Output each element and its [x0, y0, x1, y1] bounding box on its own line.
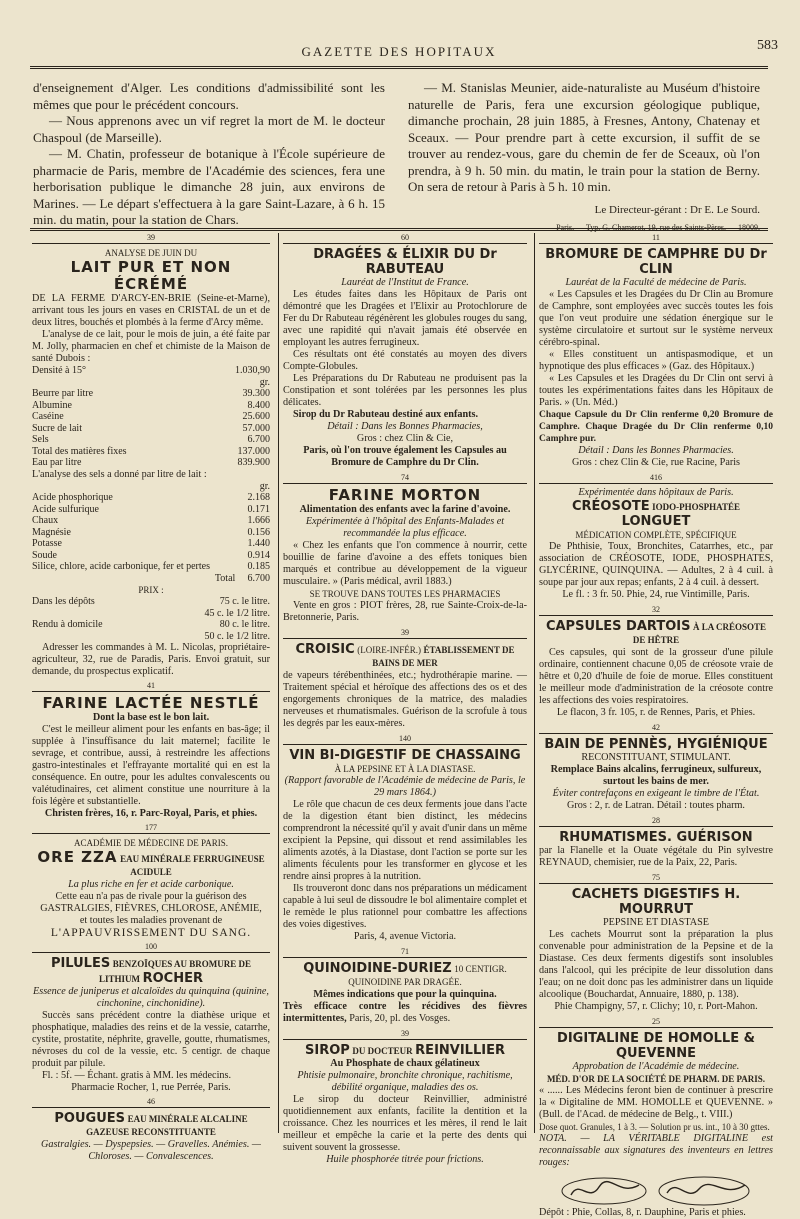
ad-last: Paris, où l'on trouve également les Capsules au Bromure de Camphre du Dr Clin. [303, 445, 507, 468]
table-row [32, 561, 270, 573]
ad-body: De Phthisie, Toux, Bronchites, Catarrhes, etc., par association de CRÉOSOTE, IODE, PHOSPHATES, GLYCÉRINE, QUINQUINA. — Adultes, 2 à 4 cuil. à soupe par jour aux repas; enfants, 2 à 4 cuil. à dessert. [539, 541, 773, 588]
ad-lait [32, 233, 270, 678]
density-value: 1.030,90 [235, 365, 270, 376]
table-row [32, 527, 270, 539]
ad-title-row [32, 956, 270, 986]
ad-kicker: ACADÉMIE DE MÉDECINE DE PARIS. [74, 838, 228, 848]
ad-detail: Détail : Dans les Bonnes Pharmacies, [327, 421, 483, 432]
ad-subtitle: Lauréat de la Faculté de médecine de Paris. [565, 277, 747, 288]
row-label: Rendu à domicile [32, 619, 103, 630]
news-paragraph: — Nous apprenons avec un vif regret la mort de M. le docteur Chaspoul (de Marseille). [33, 113, 385, 145]
salts-intro: L'analyse des sels a donné par litre de lait : [32, 468, 207, 480]
row-label: Caséine [32, 411, 64, 422]
table-row [32, 492, 270, 504]
row-label: Beurre par litre [32, 388, 94, 399]
row-value: 0.171 [247, 503, 270, 515]
ads-column-1 [32, 233, 270, 1162]
table-row [32, 596, 270, 608]
ad-body: de vapeurs térébenthinées, etc.; hydrothérapie marine. — Traitement spécial et héroïque des affections des os et des engorgements chroniques de la matrice, des maladies nerveuses et rhumatismales. Guérison de la scrofule à tous les degrés par les eaux-mères. [283, 670, 527, 729]
ad-rabuteau [283, 233, 527, 469]
row-label: Dans les dépôts [32, 596, 95, 607]
ad-sub-italic: (Rapport favorable de l'Académie de médecine de Paris, le 29 mars 1864.) [284, 775, 526, 798]
news-paragraph: — M. Stanislas Meunier, aide-naturaliste au Muséum d'histoire naturelle de Paris, fera une excursion géologique publique, dimanche prochain, 28 juin 1885, à Fresnes, Antony, Chatenay et Sceaux. — Pour prendre part à cette excursion, il suffit de se trouver au rendez-vous, gare du chemin de fer de Sceaux, où l'on prendra, à 9 h. 50 min. du matin, le train pour la station de Berny. On sera de retour à Paris à 5 h. 10 min. [408, 80, 760, 194]
row-label: Chaux [32, 515, 59, 526]
ads-column-3 [534, 233, 773, 1218]
ad-bain-pennes [539, 723, 773, 812]
ad-title: POUGUES [54, 1111, 126, 1126]
ad-number: 60 [283, 233, 527, 244]
ad-title-row [283, 1043, 527, 1058]
ad-title: BROMURE DE CAMPHRE DU Dr CLIN [545, 247, 767, 277]
ad-number: 39 [283, 1029, 527, 1040]
ad-number: 416 [539, 473, 773, 484]
ads-divider [30, 228, 768, 231]
ad-number: 74 [283, 473, 527, 484]
ad-paragraph: Les Préparations du Dr Rabuteau ne produisent pas la Constipation et sont tolérées par les personnes les plus délicates. [283, 373, 527, 408]
ad-number: 140 [283, 734, 527, 745]
ad-dose: Dose quot. Granules, 1 à 3. — Solution pr us. int., 10 à 30 gttes. [539, 1122, 770, 1132]
ad-title-aside: À LA CRÉOSOTE DE HÊTRE [632, 622, 767, 645]
ad-nota: NOTA. — LA VÉRITABLE DIGITALINE est reconnaissable aux signatures des inventeurs en lettres rouges: [539, 1133, 773, 1168]
ad-nestle [32, 681, 270, 820]
row-label: Acide sulfurique [32, 503, 99, 515]
ad-tagline: Phtisie pulmonaire, bronchite chronique, rachitisme, débilité organique, maladies des os. [297, 1070, 513, 1093]
ad-body: Les cachets Mourrut sont la préparation la plus convenable pour administration de la Pepsine et de la Diastase. Ces deux ferments digestifs sont insolubles dans l'alcool, qui les précipite de leur dissolution dans l'eau; on ne doit donc pas les administrer dans un liquide alcoolique (Bouchardat, Annuaire, 1880, p. 138). [539, 929, 773, 1000]
ad-tail: et toutes les maladies provenant de [79, 915, 223, 926]
ad-title: FARINE LACTÉE NESTLÉ [42, 694, 260, 712]
ad-body: Remplace Bains alcalins, ferrugineux, sulfureux, surtout les bains de mer. [550, 764, 762, 787]
ad-title: CROISIC [295, 642, 355, 657]
ad-subtitle: Approbation de l'Académie de médecine. [572, 1061, 740, 1072]
ad-tagline: Essence de juniperus et alcaloïdes du quinquina (quinine, cinchonine, cinchonidine). [33, 986, 269, 1009]
ad-analysis: L'analyse de ce lait, pour le mois de juin, a été faite par M. Jolly, pharmacien en chef et chimiste de la Maison de santé Dubois : [32, 329, 270, 364]
ad-tagline: La plus riche en fer et acide carbonique. [68, 879, 234, 890]
table-row [32, 573, 270, 585]
row-label: Sels [32, 434, 49, 445]
prices-table [32, 596, 270, 642]
table-row [32, 550, 270, 562]
ad-quinoidine [283, 947, 527, 1025]
news-paragraph: — M. Chatin, professeur de botanique à l'École supérieure de pharmacie de Paris, membre de l'Académie des sciences, fera une herborisation publique le dimanche 28 juin, aux environs de Marines. — Le départ s'effectuera à la gare Saint-Lazare, à 6 h. 15 min. du matin, pour la station de Chars. [33, 146, 385, 227]
row-value: 80 c. le litre. [219, 619, 270, 630]
ad-quote: « Les Capsules et les Dragées du Dr Clin ont servi à toutes les expérimentations faites dans les Hôpitaux de Paris. » (Un. Méd.) [539, 373, 773, 408]
ad-quote: Chaque Capsule du Dr Clin renferme 0,20 Bromure de Camphre. Chaque Dragée du Dr Clin renferme 0,10 Camphre pur. [539, 410, 773, 444]
news-left-column [33, 80, 385, 229]
table-row [32, 619, 270, 631]
table-row [32, 608, 270, 620]
row-value: 0.156 [247, 526, 270, 538]
ad-number: 39 [32, 233, 270, 244]
ad-footer: Gros : 2, r. de Latran. Détail : toutes pharm. [567, 800, 745, 811]
ad-title-aside: BENZOÏQUES AU BROMURE DE LITHIUM [99, 959, 252, 984]
ad-sub: RECONSTITUANT, STIMULANT. [581, 752, 731, 763]
director-signature: Le Directeur-gérant : Dr E. Le Sourd. [594, 203, 760, 216]
ad-number: 71 [283, 947, 527, 958]
ad-rhumatismes [539, 816, 773, 869]
ad-body: Mêmes indications que pour la quinquina. [313, 989, 497, 1000]
ad-bromure-clin [539, 233, 773, 469]
ad-title: PILULES [50, 956, 111, 971]
salts-table [32, 481, 270, 585]
ad-sub: MÉDICATION COMPLÈTE, SPÉCIFIQUE [575, 530, 737, 540]
ad-pilules-rocher [32, 942, 270, 1094]
table-row [32, 631, 270, 643]
ad-title-row [32, 849, 270, 879]
ad-title-aside: 10 CENTIGR. QUINOIDINE PAR DRAGÉE. [348, 964, 507, 987]
ad-title-row [539, 619, 773, 647]
ad-footer: Pharmacie Rocher, 1, rue Perrée, Paris. [71, 1082, 231, 1093]
ad-tagline: Gastralgies. — Dyspepsies. — Gravelles. Anémies. — Chloroses. — Convalescences. [41, 1139, 261, 1162]
ad-quote: « ...... Les Médecins feront bien de continuer à prescrire la « Digitaline de MM. HOMOLLE et QUEVENNE. » (Bull. de l'Acad. de médecine de Belg., t. VIII.) [539, 1085, 773, 1120]
total-value: 137.000 [237, 445, 270, 457]
ad-body: « Chez les enfants que l'on commence à nourrir, cette bouillie de farine d'avoine a des effets toniques bien marqués et contribue au développement de la vigueur musculaire. » (Paris médical, avril 1883.) [283, 540, 527, 587]
ad-gros: Gros : chez Clin & Cie, [356, 433, 454, 444]
ad-number: 39 [283, 628, 527, 639]
ad-title-aside: (LOIRE-INFÉR.) [357, 645, 421, 655]
ad-footer: Le fl. : 3 fr. 50. Phie, 24, rue Vintimille, Paris. [562, 589, 750, 600]
ad-title: FARINE MORTON [328, 486, 482, 504]
table-row [32, 423, 270, 435]
row-value: 0.914 [247, 549, 270, 561]
ad-capsules-dartois [539, 605, 773, 719]
ad-creosote-longuet [539, 473, 773, 601]
ad-title: CACHETS DIGESTIFS H. MOURRUT [571, 887, 741, 917]
publication-title: GAZETTE DES HOPITAUX [301, 44, 497, 59]
advertisements [30, 233, 773, 1218]
news-paragraph: d'enseignement d'Alger. Les conditions d'admissibilité sont les mêmes que pour le précédent concours. [33, 80, 385, 112]
ad-medal: MÉD. D'OR DE LA SOCIÉTÉ DE PHARM. DE PARIS. [546, 1074, 766, 1084]
ad-body: Cette eau n'a pas de rivale pour la guérison des [55, 891, 247, 902]
handwritten-signatures-icon [559, 1175, 759, 1207]
table-row [32, 504, 270, 516]
ad-paragraph: Les études faites dans les Hôpitaux de Paris ont démontré que les Dragées et l'Elixir au Protochlorure de Fer du Dr Rabuteau régénèrent les globules rouges du sang, avec une rapidité qui n'avait jamais été observée en employant les autres ferrugineux. [283, 289, 527, 348]
row-label: Magnésie [32, 526, 71, 538]
ad-title-aside: EAU MINÉRALE FERRUGINEUSE ACIDULE [120, 854, 265, 877]
row-label: Albumine [32, 399, 72, 411]
ad-footer: Le flacon, 3 fr. 105, r. de Rennes, Paris, et Phies. [556, 707, 756, 718]
ad-number: 28 [539, 816, 773, 827]
ad-cachets-mourrut [539, 873, 773, 1013]
unit-label: gr. [259, 376, 270, 388]
ad-subtitle: Alimentation des enfants avec la farine d'avoine. [299, 504, 511, 515]
ad-footer: Huile phosphorée titrée pour frictions. [326, 1154, 484, 1165]
composition-table [32, 365, 270, 469]
row-value: 2.168 [247, 492, 270, 503]
water-value: 839.900 [237, 457, 270, 468]
ad-gros: Gros : chez Clin & Cie, rue Racine, Paris [571, 457, 741, 468]
ad-title-row [32, 1111, 270, 1139]
ad-title: QUINOIDINE-DURIEZ [303, 961, 452, 976]
ad-kicker: ANALYSE DE JUIN DU [104, 248, 198, 258]
ad-title-brand: REINVILLIER [415, 1043, 505, 1058]
ad-digitaline [539, 1017, 773, 1219]
row-value: 6.700 [247, 434, 270, 445]
ad-number: 32 [539, 605, 773, 616]
ad-body: Ils trouveront donc dans nos préparations un médicament capable à lui seul de dissoudre le bol alimentaire complet et le remède le plus rationnel pour combattre les affections des voies digestives. [283, 883, 527, 930]
ad-footer: Vente en gros : PIOT frères, 28, rue Sainte-Croix-de-la-Bretonnerie, Paris. [283, 600, 527, 623]
ad-tagline: Expérimentée à l'hôpital des Enfants-Malades et recommandée la plus efficace. [305, 516, 505, 539]
ad-title: LAIT PUR ET NON ÉCRÉMÉ [70, 258, 232, 293]
ad-subtitle: Au Phosphate de chaux gélatineux [330, 1058, 480, 1069]
ad-title-row [283, 642, 527, 670]
ad-title: DRAGÉES & ÉLIXIR DU Dr RABUTEAU [313, 247, 497, 277]
table-row [32, 388, 270, 400]
water-label: Eau par litre [32, 457, 82, 468]
ad-footer: Paris, 20, pl. des Vosges. [349, 1013, 451, 1024]
row-value: 25.600 [242, 411, 270, 422]
printer-line: Paris. — Typ. G. Chamerot, 19, rue des Saints-Pères. — 18009. [556, 223, 760, 232]
ad-number: 42 [539, 723, 773, 734]
row-label: Potasse [32, 538, 62, 549]
ad-paragraph: Ces résultats ont été constatés au moyen des divers Compte-Globules. [283, 349, 527, 372]
table-row [32, 538, 270, 550]
salts-unit: gr. [259, 480, 270, 492]
ad-body: Éviter contrefaçons en exigeant le timbre de l'État. [552, 788, 760, 799]
ad-number: 75 [539, 873, 773, 884]
ad-pougues [32, 1097, 270, 1163]
ad-sub: À LA PEPSINE ET À LA DIASTASE. [334, 764, 476, 774]
table-row [32, 411, 270, 423]
ad-sold: SE TROUVE DANS TOUTES LES PHARMACIES [309, 589, 501, 599]
ad-vin-chassaing [283, 734, 527, 943]
row-value: 75 c. le litre. [219, 596, 270, 607]
ad-body: C'est le meilleur aliment pour les enfants en bas-âge; il supplée à l'insuffisance du lait maternel; facilite le sevrage, et contribue, aussi, à restreindre les affections gastro-intestinales et l'effrayante mortalité qui en est la conséquence. En outre, pour les adultes convalescents ou valétudinaires, cet aliment constitue une nourriture à la fois légère et substantielle. [32, 724, 270, 807]
row-label: Acide phosphorique [32, 492, 113, 503]
ad-title: RHUMATISMES. GUÉRISON [559, 830, 753, 845]
ad-subtitle: Dont la base est le bon lait. [92, 712, 210, 723]
header-rule [30, 66, 768, 69]
ad-title-aside: DU DOCTEUR [352, 1046, 413, 1056]
row-value: 0.185 [247, 561, 270, 572]
row-value: 1.440 [247, 538, 270, 549]
ad-body: Succès sans précédent contre la diathèse urique et phosphatique, maladies des reins et de la vessie, catarrhe, cystite, prostatite, néphrite, gravelle, goutte, rhumatismes, névroses du col de la vessie, etc. 5 centigr. de chaque produit par pilule. [32, 1010, 270, 1069]
table-row [32, 446, 270, 458]
table-row [32, 400, 270, 412]
ad-sub: PEPSINE ET DIASTASE [603, 917, 709, 928]
row-label: Sucre de lait [32, 422, 82, 434]
ad-bold: Très efficace contre les récidives des fièvres intermittentes, [283, 1001, 527, 1024]
ad-number: 100 [32, 942, 270, 953]
ad-farine-morton [283, 473, 527, 624]
ad-title: VIN BI-DIGESTIF DE CHASSAING [289, 748, 521, 763]
ad-footer: Dépôt : Phie, Collas, 8, r. Dauphine, Paris et phies. [539, 1207, 746, 1218]
ad-croisic [283, 628, 527, 730]
row-value: 1.666 [247, 515, 270, 526]
ad-last: L'APPAUVRISSEMENT DU SANG. [50, 927, 252, 939]
total-label: Total des matières fixes [32, 445, 127, 457]
ad-quote: « Les Capsules et les Dragées du Dr Clin au Bromure de Camphre, sont employées avec succès toutes les fois que l'on veut produire une sédation énergique sur le système circulatoire et surtout sur le système nerveux cérébro-spinal. [539, 289, 773, 348]
ad-footer: Phie Champigny, 57, r. Clichy; 10, r. Port-Mahon. [554, 1001, 758, 1012]
row-value: 45 c. le 1/2 litre. [204, 607, 270, 619]
row-value: 50 c. le 1/2 litre. [204, 630, 270, 642]
ad-sirop-reinvillier [283, 1029, 527, 1166]
ad-number: 41 [32, 681, 270, 692]
ad-title-aside: EAU MINÉRALE ALCALINE GAZEUSE RECONSTITUANTE [86, 1114, 248, 1137]
ad-diseases: GASTRALGIES, FIÈVRES, CHLOROSE, ANÉMIE, [40, 903, 262, 914]
ads-column-2 [278, 233, 527, 1165]
news-right-column [408, 80, 760, 237]
ad-title: CRÉOSOTE [571, 499, 650, 514]
ad-body: Ces capsules, qui sont de la grosseur d'une pilule ordinaire, contiennent chacune 0,05 de créosote vraie de hêtre et 0,20 d'huile de foie de morue. Elles constituent le meilleur mode d'administration de la créosote contre les affections des voies respiratoires. [539, 647, 773, 706]
ad-title-brand: LONGUET [621, 514, 691, 529]
page-number: 583 [757, 38, 778, 53]
inventor-signatures [539, 1175, 773, 1207]
ad-title-brand: ROCHER [142, 971, 203, 986]
ad-number: 25 [539, 1017, 773, 1028]
table-row [32, 515, 270, 527]
row-value: 57.000 [242, 422, 270, 434]
ad-orezza [32, 823, 270, 939]
ad-body: Le rôle que chacun de ces deux ferments joue dans l'acte de la digestion étant bien distinct, les médecins comprendront la nécessité qu'il y avait d'unir dans un même excipient la Pepsine, qui dissout et rend assimilables les aliments azotés, à la Diastase, dont l'action se porte sur les aliments féculents pour les transformer en glycose et les rendre ainsi propres à la nutrition. [283, 799, 527, 882]
ad-subtitle: Lauréat de l'Institut de France. [341, 277, 469, 288]
ad-title-brand: ÉTABLISSEMENT DE BAINS DE MER [372, 645, 515, 668]
ad-price: Fl. : 5f. — Échant. gratis à MM. les médecins. [42, 1070, 232, 1081]
ad-title-aside: IODO-PHOSPHATÉE [652, 502, 741, 512]
ad-title: CAPSULES DARTOIS [545, 619, 691, 634]
ad-title: DIGITALINE DE HOMOLLE & QUEVENNE [557, 1031, 755, 1061]
ad-tagline: Expérimentée dans hôpitaux de Paris. [578, 487, 734, 498]
ad-quote: « Elles constituent un antispasmodique, et un hypnotique des plus efficaces » (Gaz. des Hôpitaux.) [539, 349, 773, 372]
salts-total-value: 6.700 [247, 572, 270, 584]
ad-title: BAIN DE PENNÈS, HYGIÉNIQUE [544, 737, 768, 752]
ad-title-row [283, 961, 527, 989]
ad-body: par la Flanelle et la Ouate végétale du Pin sylvestre REYNAUD, chemisier, rue de la Paix, 22, Paris. [539, 845, 773, 868]
ad-number: 177 [32, 823, 270, 834]
ad-detail: Détail : Dans les Bonnes Pharmacies. [578, 445, 734, 456]
ad-number: 46 [32, 1097, 270, 1108]
prix-label: PRIX : [138, 585, 164, 595]
ad-footer: Adresser les commandes à M. L. Nicolas, propriétaire-agriculteur, 32, rue de Paradis, Paris. Envoi gratuit, sur demande, du prospectus explicatif. [32, 642, 270, 677]
row-label: Soude [32, 549, 57, 561]
row-value: 8.400 [247, 399, 270, 411]
ad-paragraph: Sirop du Dr Rabuteau destiné aux enfants. [293, 409, 479, 420]
ad-title: SIROP [305, 1043, 350, 1058]
row-value: 39.300 [242, 388, 270, 399]
ad-title: ORE ZZA [37, 848, 118, 866]
row-label: Silice, chlore, acide carbonique, fer et pertes [32, 561, 210, 572]
ad-footer: Christen frères, 16, r. Parc-Royal, Paris, et phies. [44, 808, 258, 819]
ad-footer: Paris, 4, avenue Victoria. [353, 931, 457, 942]
table-row [32, 434, 270, 446]
news-section [33, 80, 768, 230]
density-label: Densité à 15° [32, 365, 86, 376]
ad-body: Le sirop du docteur Reinvillier, administré quotidiennement aux enfants, facilite la dentition et la croissance. Chez les nourrices et les mères, il rend le lait meilleur et empêche la carie et la perte des dents qui suivent souvent la grossesse. [283, 1094, 527, 1153]
ad-title-row [539, 499, 773, 529]
ad-intro: DE LA FERME D'ARCY-EN-BRIE (Seine-et-Marne), arrivant tous les jours en vases en CRISTAL de un et de deux litres, bouchés et plombés à la ferme d'Arcy même. [32, 293, 270, 328]
ad-number: 11 [539, 233, 773, 244]
salts-total-label: Total [214, 572, 236, 584]
table-row [32, 457, 270, 469]
